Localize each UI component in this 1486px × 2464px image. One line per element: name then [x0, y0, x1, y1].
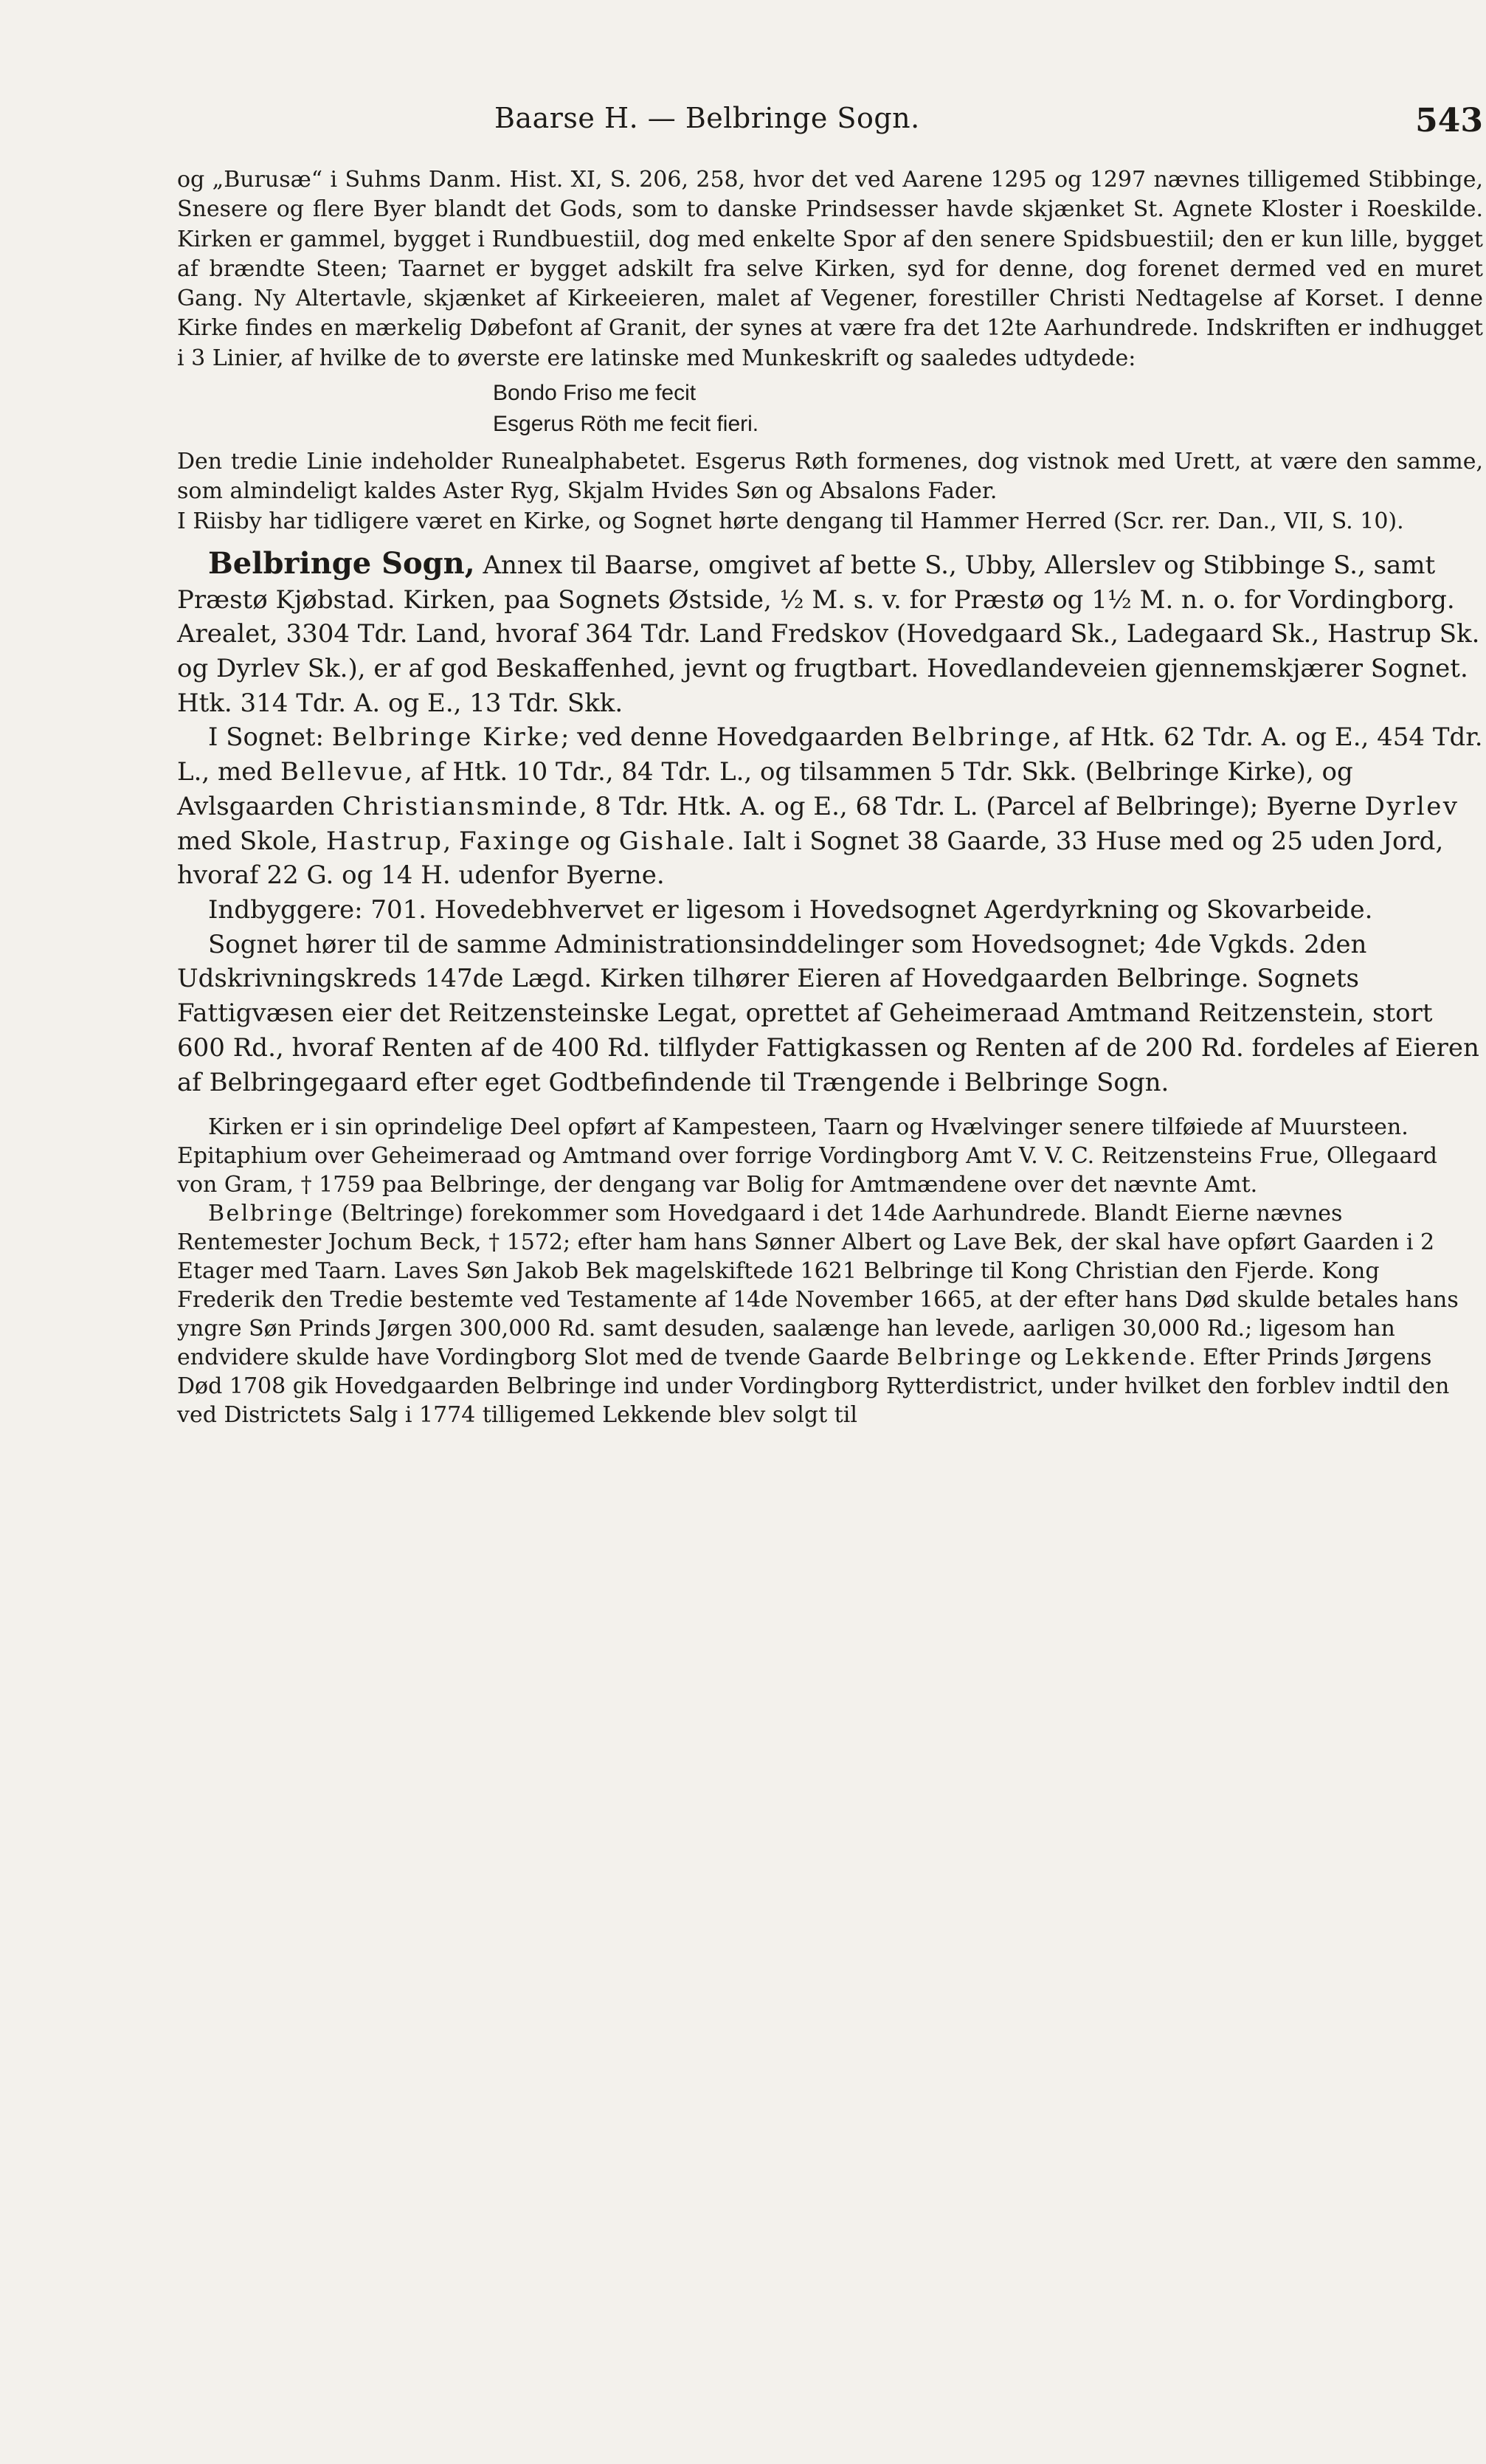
- paragraph-riisby: I Riisby har tidligere været en Kirke, og Sognet hørte dengang til Hammer Herred (Scr. rer. Dan., VII, S. 10).: [177, 508, 1404, 534]
- paragraph-population: Indbyggere: 701. Hovedebhvervet er ligesom i Hovedsognet Agerdyrkning og Skovarbeide.: [208, 895, 1373, 925]
- page-number: 543: [1415, 102, 1483, 139]
- paragraph-places: I Sognet: Belbringe Kirke; ved denne Hovedgaarden Belbringe, af Htk. 62 Tdr. A. og E., 454 Tdr. L., med Bellevue, af Htk. 10 Tdr., 84 Tdr. L., og tilsammen 5 Tdr. Skk. (Belbringe Kirke), og Avlsgaarden Christiansminde, 8 Tdr. Htk. A. og E., 68 Tdr. L. (Parcel af Belbringe); Byerne Dyrlev med Skole, Hastrup, Faxinge og Gishale. Ialt i Sognet 38 Gaarde, 33 Huse med og 25 uden Jord, hvoraf 22 G. og 14 H. udenfor Byerne.: [177, 722, 1483, 891]
- note-church: Kirken er i sin oprindelige Deel opført af Kampesteen, Taarn og Hvælvinger senere tilføiede af Muursteen. Epitaphium over Geheimeraad og Amtmand over forrige Vordingborg Amt V. V. C. Reitzensteins Frue, Ollegaard von Gram, † 1759 paa Belbringe, der dengang var Bolig for Amtmændene over det nævnte Amt.: [177, 1114, 1438, 1198]
- place-name: Dyrlev: [1364, 791, 1459, 821]
- inscription-line-1: Bondo Friso me fecit: [493, 381, 697, 406]
- belbringe-section: [177, 547, 1483, 1100]
- place-name: Belbringe Kirke: [331, 722, 561, 753]
- notes-section: [177, 1113, 1483, 1429]
- place-name: Lekkende: [1064, 1345, 1189, 1371]
- section-intro-text: Annex til Baarse, omgivet af bette S., Ubby, Allerslev og Stibbinge S., samt Præstø Kjøbstad. Kirken, paa Sognets Østside, ½ M. s. v. for Præstø og 1½ M. n. o. for Vordingborg. Arealet, 3304 Tdr. Land, hvoraf 364 Tdr. Land Fredskov (Hovedgaard Sk., Ladegaard Sk., Hastrup Sk. og Dyrlev Sk.), er af god Beskaffenhed, jevnt og frugtbart. Hovedlandeveien gjennemskjærer Sognet. Htk. 314 Tdr. A. og E., 13 Tdr. Skk.: [177, 550, 1480, 718]
- running-title: Baarse H. — Belbringe Sogn.: [494, 102, 920, 134]
- place-name: Belbringe: [911, 722, 1053, 753]
- section-title: Belbringe Sogn,: [208, 545, 475, 581]
- small-print-section: [177, 165, 1483, 536]
- place-name: Belbringe: [896, 1345, 1023, 1371]
- note-manor-history: Belbringe (Beltringe) forekommer som Hovedgaard i det 14de Aarhundrede. Blandt Eierne nævnes Rentemester Jochum Beck, † 1572; efter ham hans Sønner Albert og Lave Bek, der skal have opført Gaarden i 2 Etager med Taarn. Laves Søn Jakob Bek magelskiftede 1621 Belbringe til Kong Christian den Fjerde. Kong Frederik den Tredie bestemte ved Testamente af 14de November 1665, at der efter hans Død skulde betales hans yngre Søn Prinds Jørgen 300,000 Rd. samt desuden, saalænge han levede, aarligen 30,000 Rd.; ligesom han endvidere skulde have Vordingborg Slot med de tvende Gaarde Belbringe og Lekkende. Efter Prinds Jørgens Død 1708 gik Hovedgaarden Belbringe ind under Vordingborg Rytterdistrict, under hvilket den forblev indtil den ved Districtets Salg i 1774 tilligemed Lekkende blev solgt til: [177, 1201, 1459, 1429]
- place-name: Gishale: [618, 826, 727, 856]
- place-name: Belbringe: [208, 1201, 335, 1227]
- section-intro: [177, 547, 1483, 721]
- inscription-line-2: Esgerus Röth me fecit fieri.: [493, 412, 759, 437]
- place-name: Bellevue: [280, 757, 405, 787]
- place-name: Faxinge: [459, 826, 572, 856]
- book-page: [177, 96, 1483, 1429]
- font-inscription: [493, 378, 1483, 440]
- place-name: Hastrup: [325, 826, 443, 856]
- paragraph-church-description: og „Burusæ“ i Suhms Danm. Hist. XI, S. 206, 258, hvor det ved Aarene 1295 og 1297 nævnes tilligemed Stibbinge, Snesere og flere Byer blandt det Gods, som to danske Prindsesser havde skjænket St. Agnete Kloster i Roeskilde. Kirken er gammel, bygget i Rundbuestiil, dog med enkelte Spor af den senere Spidsbuestiil; den er kun lille, bygget af brændte Steen; Taarnet er bygget adskilt fra selve Kirken, syd for denne, dog forenet dermed ved en muret Gang. Ny Altertavle, skjænket af Kirkeeieren, malet af Vegener, forestiller Christi Nedtagelse af Korset. I denne Kirke findes en mærkelig Døbefont af Granit, der synes at være fra det 12te Aarhundrede. Indskriften er indhugget i 3 Linier, af hvilke de to øverste ere latinske med Munkeskrift og saaledes udtydede:: [177, 167, 1483, 371]
- paragraph-administration: Sognet hører til de samme Administrationsinddelinger som Hovedsognet; 4de Vgkds. 2den Udskrivningskreds 147de Lægd. Kirken tilhører Eieren af Hovedgaarden Belbringe. Sognets Fattigvæsen eier det Reitzensteinske Legat, oprettet af Geheimeraad Amtmand Reitzenstein, stort 600 Rd., hvoraf Renten af de 400 Rd. tilflyder Fattigkassen og Renten af de 200 Rd. fordeles af Eieren af Belbringegaard efter eget Godtbefindende til Trængende i Belbringe Sogn.: [177, 929, 1479, 1097]
- place-name: Christiansminde: [342, 791, 579, 821]
- paragraph-rune-line: Den tredie Linie indeholder Runealphabetet. Esgerus Røth formenes, dog vistnok med Urett, at være den samme, som almindeligt kaldes Aster Ryg, Skjalm Hvides Søn og Absalons Fader.: [177, 449, 1483, 505]
- page-header: [177, 96, 1483, 140]
